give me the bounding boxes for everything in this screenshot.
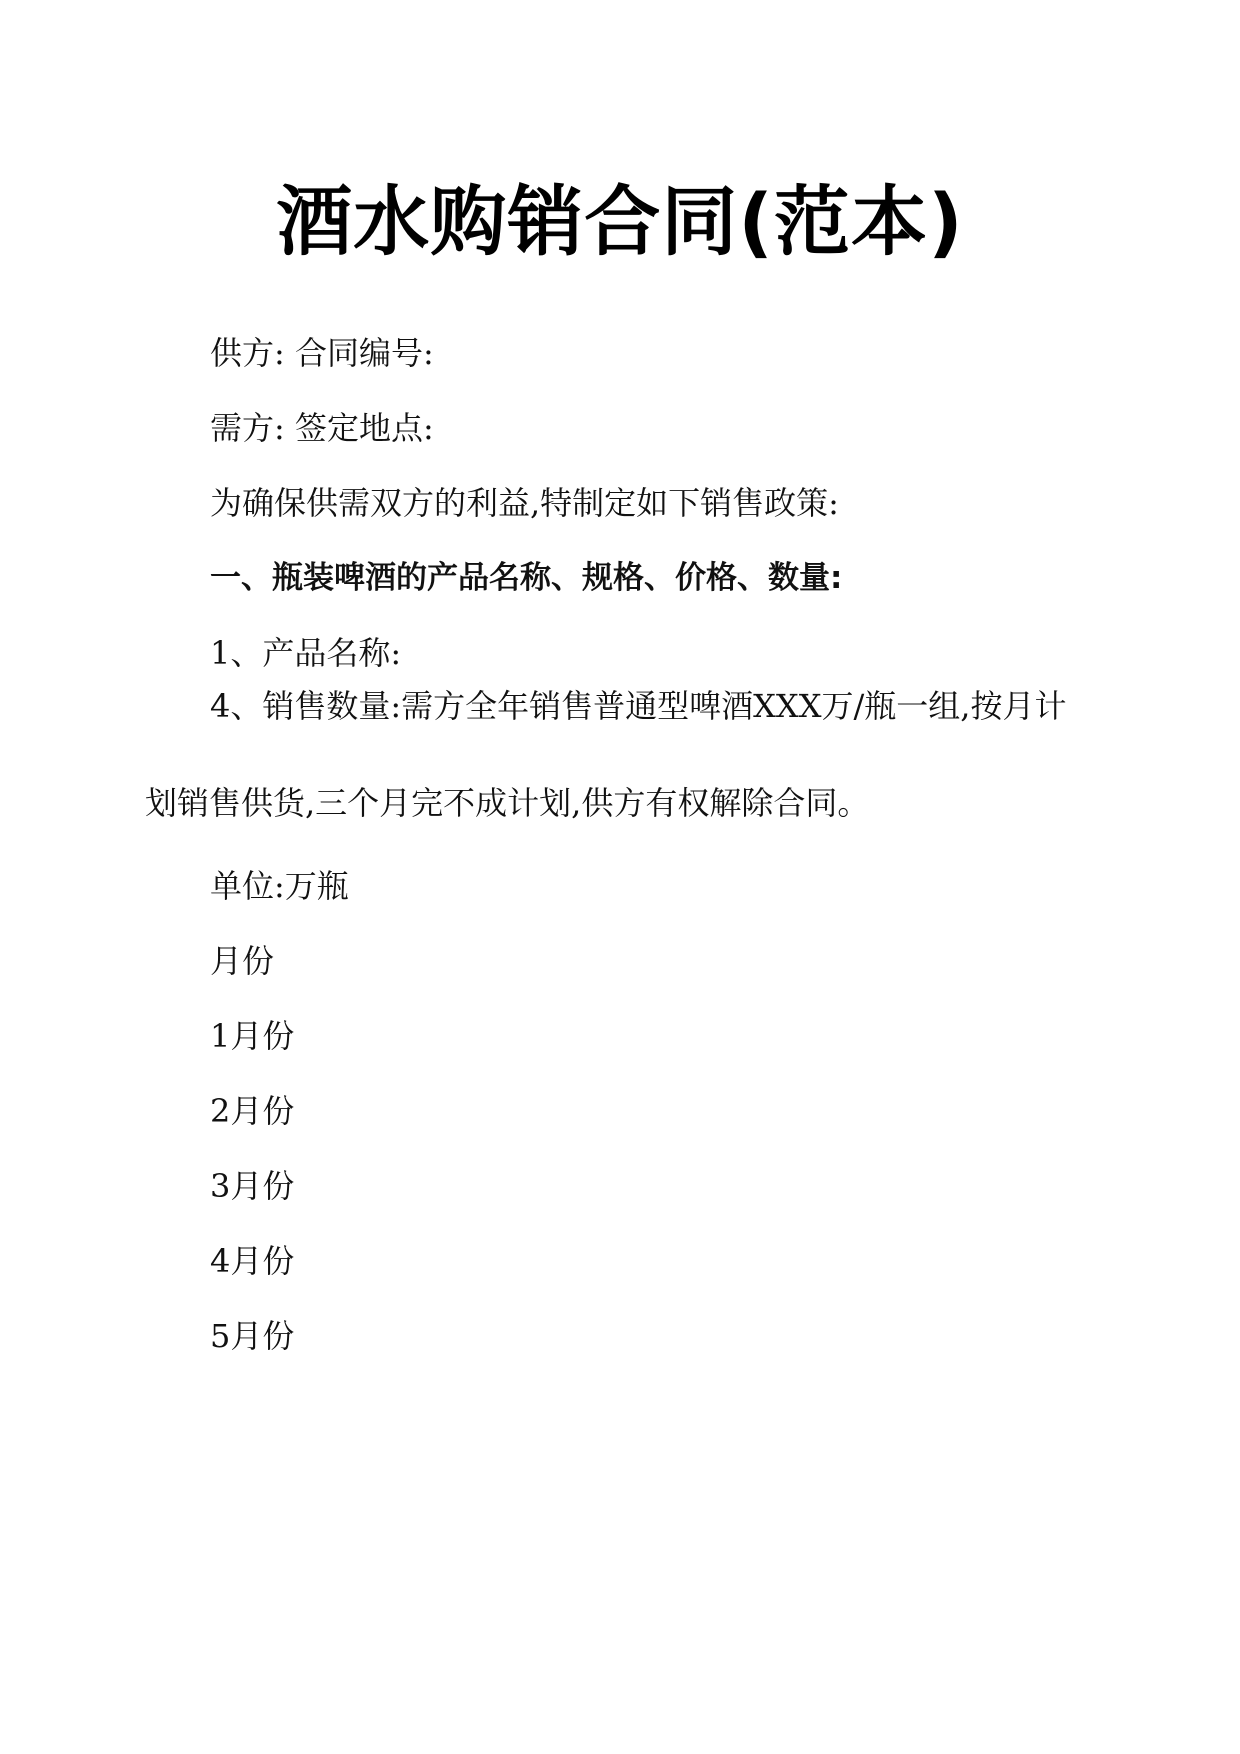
document-title: 酒水购销合同(范本) bbox=[276, 177, 964, 266]
section-heading: 一、瓶装啤酒的产品名称、规格、价格、数量: bbox=[210, 560, 843, 596]
item-product-name: 1、产品名称: bbox=[210, 634, 402, 672]
month-row: 2月份 bbox=[210, 1092, 295, 1130]
item-sales-quantity: 4、销售数量:需方全年销售普通型啤酒XXX万/瓶一组,按月计划销售供货,三个月完不成计划,供方有权解除合同。 bbox=[145, 687, 1067, 822]
month-header: 月份 bbox=[210, 942, 275, 980]
month-row: 5月份 bbox=[210, 1317, 295, 1355]
unit-line: 单位:万瓶 bbox=[210, 867, 349, 905]
supplier-line: 供方: 合同编号: bbox=[210, 334, 434, 372]
intro-line: 为确保供需双方的利益,特制定如下销售政策: bbox=[210, 484, 839, 522]
month-row: 3月份 bbox=[210, 1167, 295, 1205]
buyer-line: 需方: 签定地点: bbox=[210, 409, 434, 447]
month-row: 4月份 bbox=[210, 1242, 295, 1280]
month-row: 1月份 bbox=[210, 1017, 295, 1055]
